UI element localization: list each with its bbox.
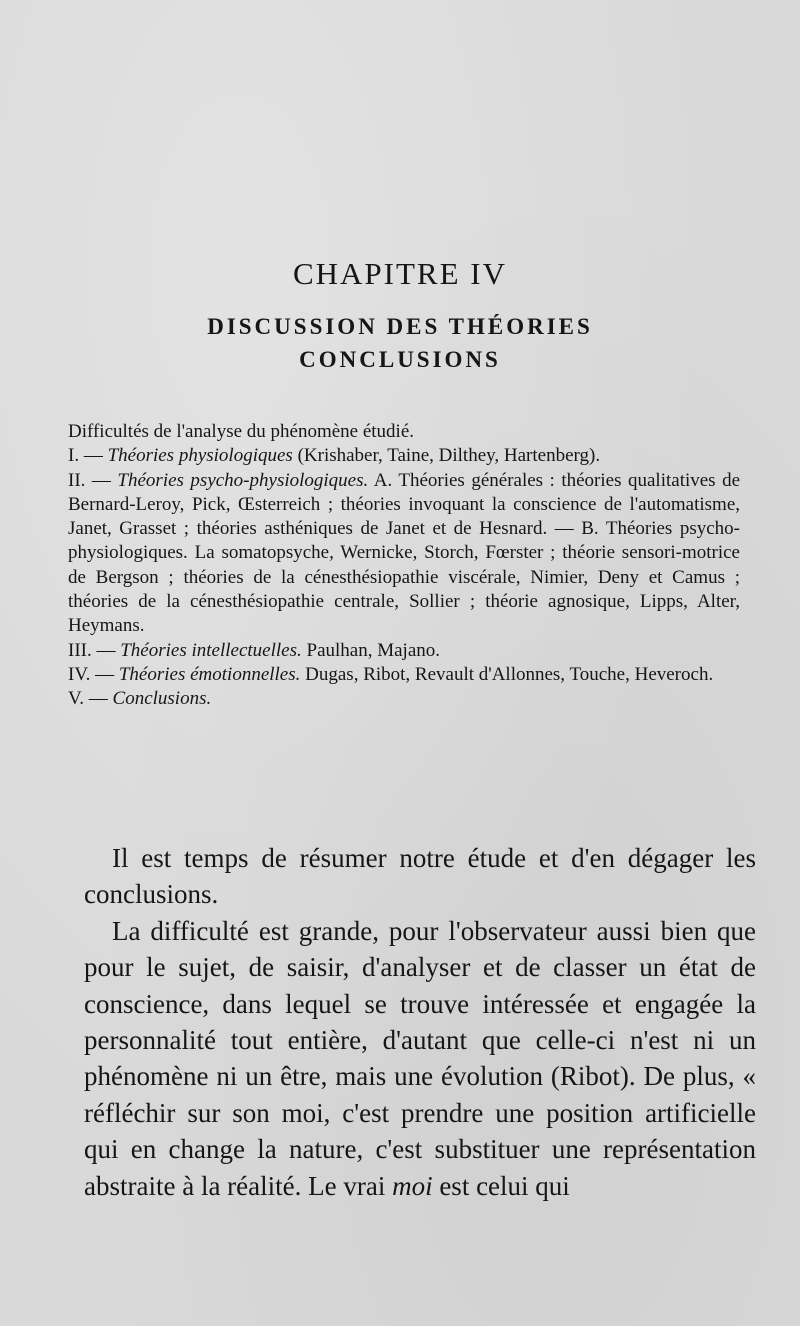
chapter-summary bbox=[68, 420, 740, 712]
paragraph-text: La difficulté est grande, pour l'observateur aussi bien que pour le sujet, de saisir, d'analyser et de classer un état de conscience, dans lequel se trouve intéressée et engagée la personnalité tout entière, d'autant que celle-ci n'est ni un phénomène ni un être, mais une évolution (Ribot). De plus, « réfléchir sur son moi, c'est prendre une position artificielle qui en change la nature, c'est substituer une représentation abstraite à la réalité. Le vrai bbox=[84, 915, 756, 1201]
chapter-subtitle-line1: DISCUSSION DES THÉORIES bbox=[207, 314, 593, 339]
paragraph-text-end: est celui qui bbox=[432, 1170, 570, 1201]
chapter-subtitle-line2: CONCLUSIONS bbox=[299, 347, 501, 372]
section-title: Théories physiologiques bbox=[107, 445, 293, 467]
summary-section-1 bbox=[68, 444, 740, 468]
summary-section-3 bbox=[68, 639, 740, 663]
section-title: Théories psycho-physiologiques. bbox=[117, 469, 369, 491]
section-text: Dugas, Ribot, Revault d'Allonnes, Touche, Heveroch. bbox=[300, 663, 714, 685]
section-number: IV. — bbox=[68, 663, 119, 685]
section-title: Conclusions. bbox=[112, 688, 212, 710]
chapter-title: CHAPITRE IV bbox=[292, 256, 508, 291]
section-number: III. — bbox=[68, 639, 121, 661]
summary-section-2 bbox=[68, 469, 740, 639]
body-text bbox=[84, 840, 756, 1204]
section-number: V. — bbox=[68, 688, 113, 710]
section-text: A. Théories générales : théories qualitatives de Bernard-Leroy, Pick, Œsterreich ; théories invoquant la conscience de l'automatisme, Janet, Grasset ; théories asthéniques de Janet et de Hesnard. — B. Théories psycho-physiologiques. La somatopsyche, Wernicke, Storch, Fœrster ; théorie sensori-motrice de Bergson ; théories de la cénesthésiopathie viscérale, Nimier, Deny et Camus ; théories de la cénesthésiopathie centrale, Sollier ; théorie agnosique, Lipps, Alter, Heymans. bbox=[68, 469, 741, 637]
section-number: I. — bbox=[68, 445, 108, 467]
section-title: Théories intellectuelles. bbox=[120, 639, 302, 661]
section-number: II. — bbox=[68, 469, 118, 491]
emphasis-moi: moi bbox=[392, 1170, 433, 1201]
body-paragraph-1: Il est temps de résumer notre étude et d'en dégager les conclusions. bbox=[84, 843, 756, 910]
summary-intro: Difficultés de l'analyse du phénomène étudié. bbox=[68, 421, 415, 442]
section-text: Paulhan, Majano. bbox=[301, 639, 441, 661]
summary-section-5 bbox=[68, 687, 740, 711]
summary-section-4 bbox=[68, 663, 740, 687]
section-text: (Krishaber, Taine, Dilthey, Hartenberg). bbox=[292, 445, 601, 467]
section-title: Théories émotionnelles. bbox=[118, 663, 301, 685]
body-paragraph-2 bbox=[84, 913, 756, 1204]
